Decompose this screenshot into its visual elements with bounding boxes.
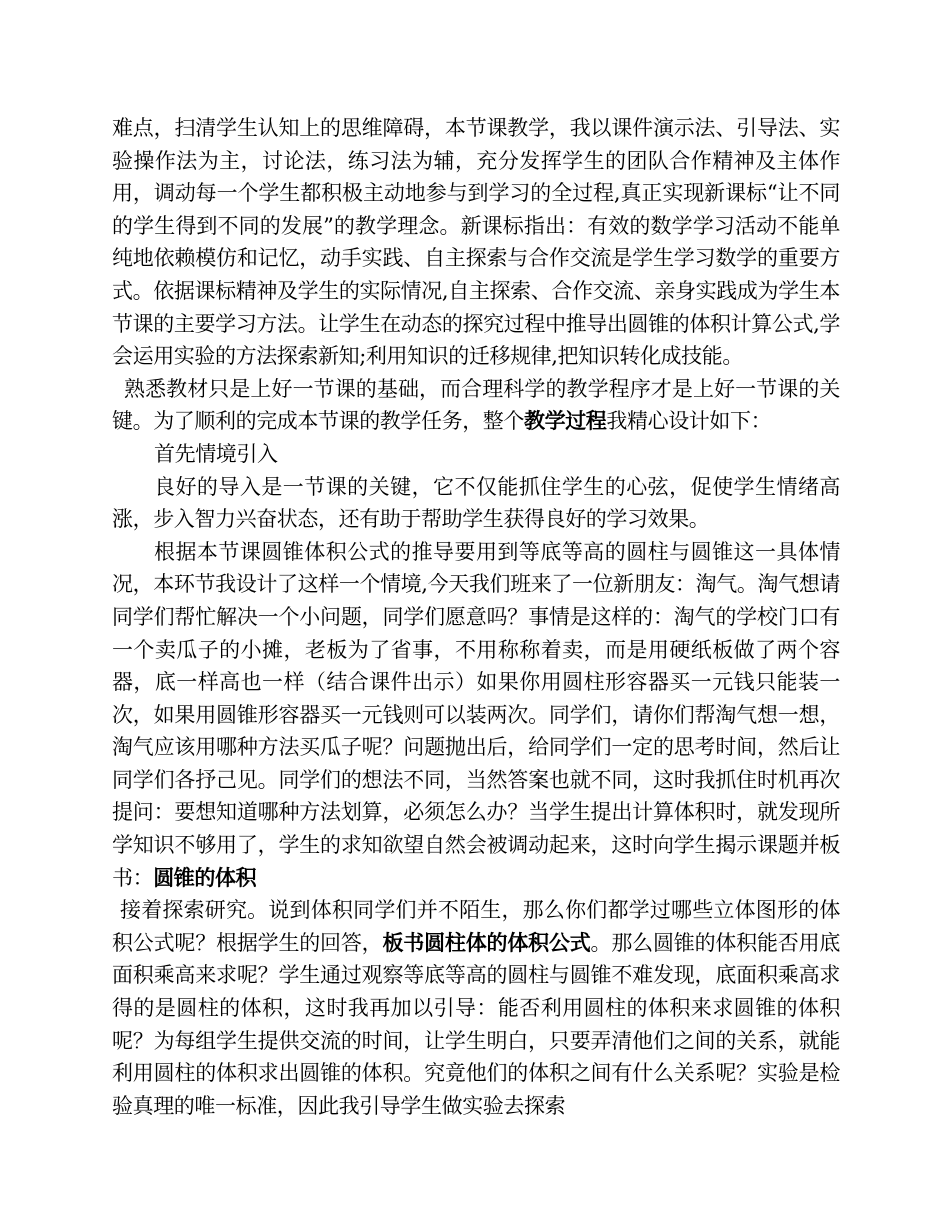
paragraph-6 xyxy=(112,894,840,1122)
paragraph-4 xyxy=(112,471,840,536)
paragraph-text: 根据本节课圆锥体积公式的推导要用到等底等高的圆柱与圆锥这一具体情况，本环节我设计了这样一个情境,今天我们班来了一位新朋友：淘气。淘气想请同学们帮忙解决一个小问题，同学们愿意吗？事情是这样的：淘气的学校门口有一个卖瓜子的小摊，老板为了省事，不用称称着卖，而是用硬纸板做了两个容器，底一样高也一样（结合课件出示）如果你用圆柱形容器买一元钱只能装一次，如果用圆锥形容器买一元钱则可以装两次。同学们，请你们帮淘气想一想，淘气应该用哪种方法买瓜子呢？问题抛出后，给同学们一定的思考时间，然后让同学们各抒己见。同学们的想法不同，当然答案也就不同，这时我抓住时机再次提问：要想知道哪种方法划算，必须怎么办？当学生提出计算体积时，就发现所学知识不够用了，学生的求知欲望自然会被调动起来，这时向学生揭示课题并板书： xyxy=(112,539,840,890)
bold-phrase: 圆锥的体积 xyxy=(153,864,257,890)
document-page xyxy=(112,112,840,1122)
paragraph-5 xyxy=(112,536,840,895)
paragraph-1 xyxy=(112,112,840,373)
paragraph-text: 难点，扫清学生认知上的思维障碍，本节课教学，我以课件演示法、引导法、实验操作法为主，讨论法，练习法为辅，充分发挥学生的团队合作精神及主体作用，调动每一个学生都积极主动地参与到学习的全过程,真正实现新课标“让不同的学生得到不同的发展”的教学理念。新课标指出：有效的数学学习活动不能单纯地依赖模仿和记忆，动手实践、自主探索与合作交流是学生学习数学的重要方式。依据课标精神及学生的实际情况,自主探索、合作交流、亲身实践成为学生本节课的主要学习方法。让学生在动态的探究过程中推导出圆锥的体积计算公式,学会运用实验的方法探索新知;利用知识的迁移规律,把知识转化成技能。 xyxy=(112,116,840,369)
paragraph-text: 。那么圆锥的体积能否用底面积乘高来求呢？学生通过观察等底等高的圆柱与圆锥不难发现，底面积乘高求得的是圆柱的体积，这时我再加以引导：能否利用圆柱的体积来求圆锥的体积呢？为每组学生提供交流的时间，让学生明白，只要弄清他们之间的关系，就能利用圆柱的体积求出圆锥的体积。究竟他们的体积之间有什么关系呢？实验是检验真理的唯一标准，因此我引导学生做实验去探索 xyxy=(112,930,841,1118)
paragraph-text: 我精心设计如下： xyxy=(606,409,772,434)
paragraph-text: 接着探索研究。说到体积同学们并不陌生，那么你们都学过哪些立体图形的体积公式呢？根据学生的回答， xyxy=(112,898,840,955)
paragraph-text: 熟悉教材只是上好一节课的基础，而合理科学的教学程序才是上好一节课的关键。为了顺利的完成本节课的教学任务，整个 xyxy=(112,376,840,434)
bold-phrase: 教学过程 xyxy=(524,408,607,434)
section-heading-intro xyxy=(112,438,840,471)
paragraph-text: 良好的导入是一节课的关键，它不仅能抓住学生的心弦，促使学生情绪高涨，步入智力兴奋状态，还有助于帮助学生获得良好的学习效果。 xyxy=(112,474,840,532)
bold-phrase: 板书圆柱体的体积公式 xyxy=(382,929,591,955)
paragraph-text: 首先情境引入 xyxy=(154,441,278,466)
paragraph-2 xyxy=(112,373,840,438)
